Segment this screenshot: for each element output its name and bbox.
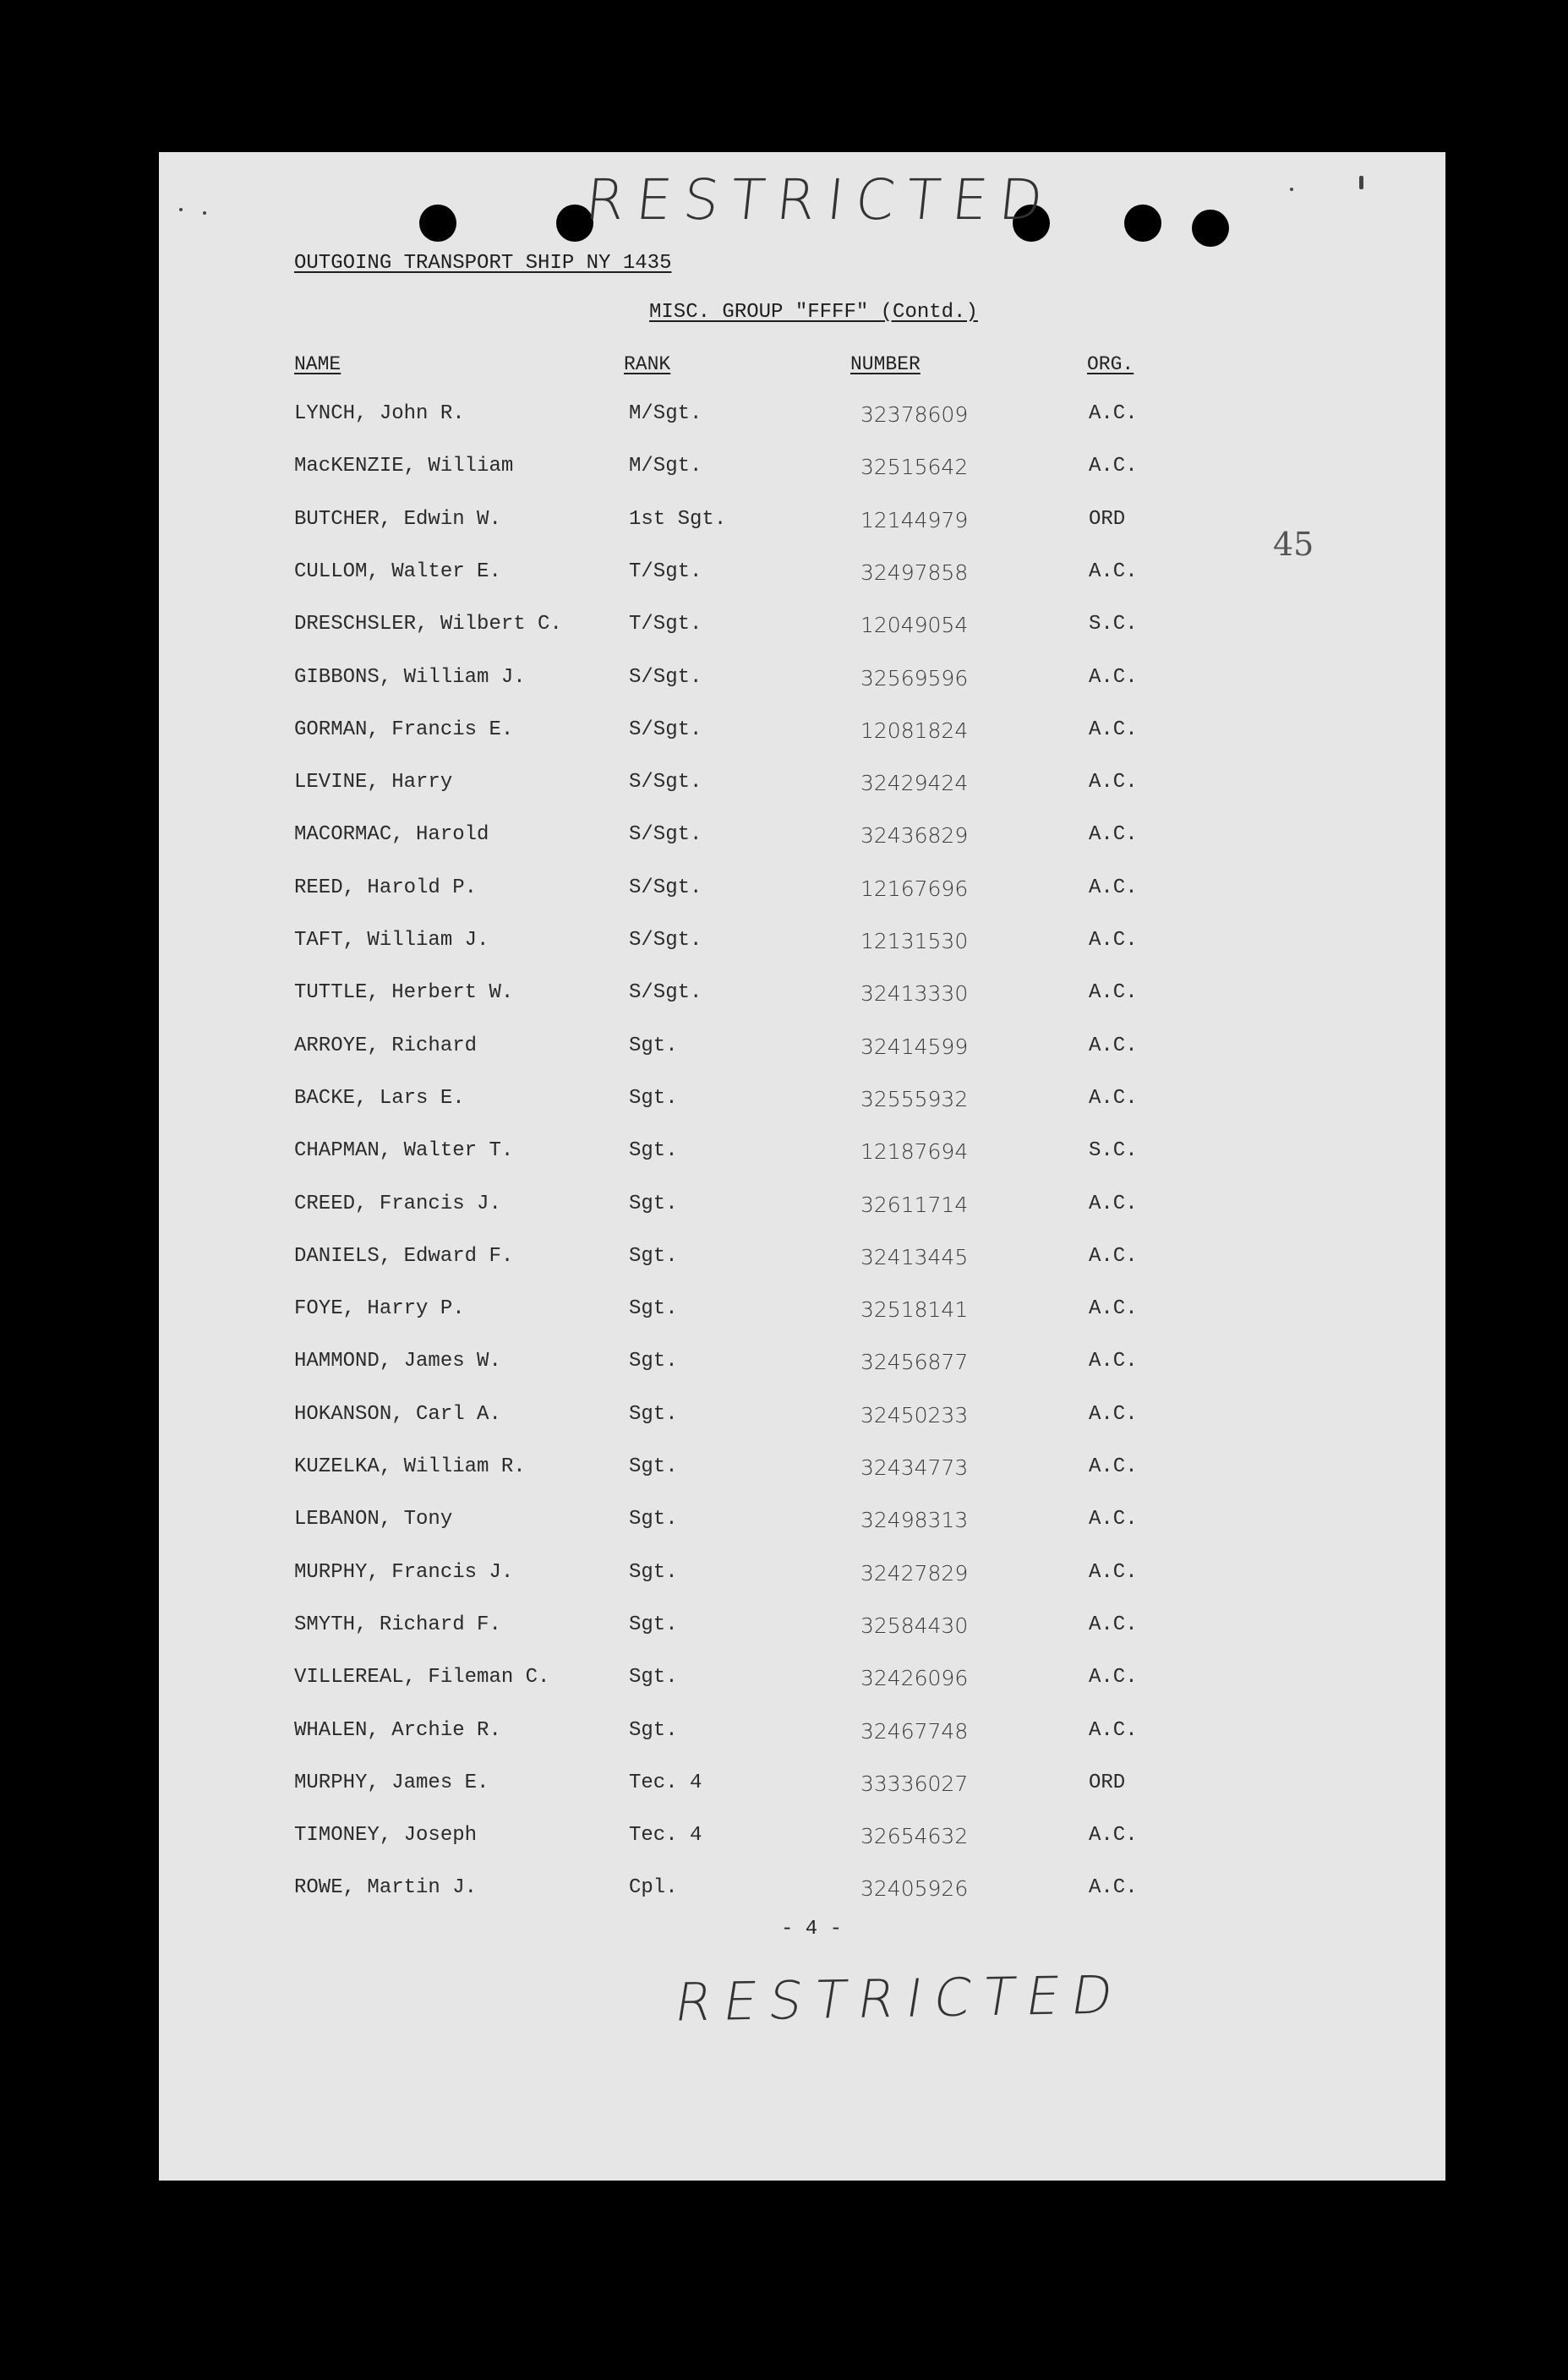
number-cell: 12049054	[860, 613, 969, 638]
number-cell: 32569596	[860, 665, 969, 691]
table-row	[159, 1350, 1445, 1384]
name-cell: CULLOM, Walter E.	[294, 560, 501, 583]
name-cell: CREED, Francis J.	[294, 1192, 501, 1215]
org-cell: A.C.	[1089, 560, 1138, 583]
number-cell: 32456877	[860, 1350, 969, 1375]
name-cell: CHAPMAN, Walter T.	[294, 1139, 514, 1163]
number-cell: 32584430	[860, 1613, 969, 1638]
rank-cell: Sgt.	[629, 1034, 678, 1057]
rank-cell: Sgt.	[629, 1666, 678, 1689]
rank-cell: Sgt.	[629, 1718, 678, 1742]
org-cell: A.C.	[1089, 1297, 1138, 1321]
name-cell: MURPHY, Francis J.	[294, 1560, 514, 1584]
org-cell: A.C.	[1089, 771, 1138, 794]
number-cell: 33336027	[860, 1771, 969, 1796]
name-cell: WHALEN, Archie R.	[294, 1718, 501, 1742]
org-cell: A.C.	[1089, 929, 1138, 952]
number-cell: 32518141	[860, 1297, 969, 1323]
org-cell: A.C.	[1089, 1560, 1138, 1584]
table-row	[159, 1139, 1445, 1173]
table-row	[159, 1561, 1445, 1595]
rank-cell: Sgt.	[629, 1297, 678, 1321]
rank-cell: Sgt.	[629, 1508, 678, 1531]
speck	[179, 208, 183, 211]
name-cell: HOKANSON, Carl A.	[294, 1402, 501, 1426]
org-cell: A.C.	[1089, 823, 1138, 847]
number-cell: 32378609	[860, 402, 969, 427]
number-cell: 32555932	[860, 1086, 969, 1111]
org-cell: A.C.	[1089, 1718, 1138, 1742]
rank-cell: S/Sgt.	[629, 981, 702, 1005]
table-row	[159, 1087, 1445, 1121]
org-cell: A.C.	[1089, 455, 1138, 478]
rank-cell: S/Sgt.	[629, 665, 702, 689]
name-cell: BUTCHER, Edwin W.	[294, 507, 501, 531]
rank-cell: S/Sgt.	[629, 929, 702, 952]
number-cell: 32413445	[860, 1244, 969, 1269]
org-cell: ORD	[1089, 507, 1126, 531]
table-row	[159, 1403, 1445, 1437]
number-cell: 32429424	[860, 771, 969, 796]
table-row	[159, 666, 1445, 700]
org-cell: A.C.	[1089, 1876, 1138, 1900]
org-cell: ORD	[1089, 1771, 1126, 1794]
table-row	[159, 1034, 1445, 1068]
table-row	[159, 771, 1445, 805]
name-cell: DANIELS, Edward F.	[294, 1244, 514, 1268]
number-cell: 32427829	[860, 1560, 969, 1586]
table-row	[159, 823, 1445, 857]
table-row	[159, 1297, 1445, 1331]
org-cell: A.C.	[1089, 665, 1138, 689]
name-cell: ROWE, Martin J.	[294, 1876, 478, 1900]
name-cell: TAFT, William J.	[294, 929, 489, 952]
number-cell: 32611714	[860, 1192, 969, 1217]
org-cell: A.C.	[1089, 1666, 1138, 1689]
name-cell: BACKE, Lars E.	[294, 1086, 465, 1110]
number-cell: 32498313	[860, 1508, 969, 1533]
speck	[203, 211, 206, 215]
rank-cell: S/Sgt.	[629, 823, 702, 847]
org-cell: A.C.	[1089, 876, 1138, 899]
org-cell: A.C.	[1089, 718, 1138, 741]
ship-title: OUTGOING TRANSPORT SHIP NY 1435	[294, 252, 672, 275]
rank-cell: Cpl.	[629, 1876, 678, 1900]
rank-cell: Sgt.	[629, 1192, 678, 1215]
table-row	[159, 1613, 1445, 1647]
name-cell: ARROYE, Richard	[294, 1034, 478, 1057]
number-cell: 32497858	[860, 560, 969, 585]
number-cell: 32436829	[860, 823, 969, 849]
rank-cell: Tec. 4	[629, 1771, 702, 1794]
restricted-stamp-bottom: RESTRICTED	[670, 1963, 1129, 2033]
name-cell: LEBANON, Tony	[294, 1508, 453, 1531]
number-cell: 12131530	[860, 929, 969, 953]
table-row	[159, 508, 1445, 542]
speck	[1290, 188, 1293, 191]
table-row	[159, 1824, 1445, 1858]
org-cell: A.C.	[1089, 1244, 1138, 1268]
org-cell: A.C.	[1089, 402, 1138, 425]
number-cell: 32515642	[860, 455, 969, 480]
speck	[1359, 176, 1363, 189]
number-cell: 12144979	[860, 507, 969, 532]
name-cell: TUTTLE, Herbert W.	[294, 981, 514, 1005]
name-cell: HAMMOND, James W.	[294, 1350, 501, 1373]
column-header-rank: RANK	[624, 353, 671, 375]
table-row	[159, 1193, 1445, 1226]
group-title: MISC. GROUP "FFFF" (Contd.)	[649, 301, 978, 324]
rank-cell: Sgt.	[629, 1455, 678, 1478]
table-row	[159, 1455, 1445, 1489]
rank-cell: Sgt.	[629, 1086, 678, 1110]
name-cell: MacKENZIE, William	[294, 455, 514, 478]
rank-cell: 1st Sgt.	[629, 507, 727, 531]
number-cell: 12167696	[860, 876, 969, 901]
column-header-number: NUMBER	[850, 353, 921, 375]
restricted-stamp-top: RESTRICTED	[582, 167, 1058, 232]
table-row	[159, 1245, 1445, 1279]
number-cell: 32654632	[860, 1824, 969, 1849]
org-cell: A.C.	[1089, 981, 1138, 1005]
rank-cell: S/Sgt.	[629, 876, 702, 899]
rank-cell: Sgt.	[629, 1139, 678, 1163]
name-cell: GORMAN, Francis E.	[294, 718, 514, 741]
table-row	[159, 1508, 1445, 1542]
rank-cell: T/Sgt.	[629, 560, 702, 583]
number-cell: 32413330	[860, 981, 969, 1007]
rank-cell: T/Sgt.	[629, 613, 702, 636]
table-row	[159, 613, 1445, 647]
number-cell: 32467748	[860, 1718, 969, 1744]
org-cell: A.C.	[1089, 1824, 1138, 1848]
name-cell: DRESCHSLER, Wilbert C.	[294, 613, 562, 636]
org-cell: A.C.	[1089, 1402, 1138, 1426]
org-cell: S.C.	[1089, 613, 1138, 636]
number-cell: 32450233	[860, 1402, 969, 1427]
rank-cell: Sgt.	[629, 1350, 678, 1373]
org-cell: A.C.	[1089, 1455, 1138, 1478]
org-cell: A.C.	[1089, 1350, 1138, 1373]
number-cell: 12081824	[860, 718, 969, 743]
punch-hole-1	[419, 205, 456, 242]
number-cell: 32405926	[860, 1876, 969, 1902]
name-cell: KUZELKA, William R.	[294, 1455, 526, 1478]
column-header-org: ORG.	[1087, 353, 1134, 375]
number-cell: 32426096	[860, 1666, 969, 1691]
org-cell: A.C.	[1089, 1034, 1138, 1057]
table-row	[159, 455, 1445, 489]
column-header-name: NAME	[294, 353, 341, 375]
name-cell: TIMONEY, Joseph	[294, 1824, 478, 1848]
rank-cell: Sgt.	[629, 1402, 678, 1426]
rank-cell: Tec. 4	[629, 1824, 702, 1848]
table-row	[159, 1719, 1445, 1753]
table-row	[159, 929, 1445, 963]
rank-cell: S/Sgt.	[629, 771, 702, 794]
org-cell: S.C.	[1089, 1139, 1138, 1163]
table-row	[159, 876, 1445, 910]
name-cell: MACORMAC, Harold	[294, 823, 489, 847]
org-cell: A.C.	[1089, 1192, 1138, 1215]
org-cell: A.C.	[1089, 1613, 1138, 1636]
table-row	[159, 1666, 1445, 1700]
rank-cell: M/Sgt.	[629, 455, 702, 478]
rank-cell: S/Sgt.	[629, 718, 702, 741]
page-number-stamp: 45	[1273, 526, 1314, 563]
document-page	[159, 152, 1445, 2181]
number-cell: 12187694	[860, 1139, 969, 1165]
name-cell: REED, Harold P.	[294, 876, 478, 899]
name-cell: GIBBONS, William J.	[294, 665, 526, 689]
table-row	[159, 560, 1445, 594]
name-cell: LYNCH, John R.	[294, 402, 465, 425]
punch-hole-4	[1124, 205, 1161, 242]
rank-cell: Sgt.	[629, 1560, 678, 1584]
name-cell: VILLEREAL, Fileman C.	[294, 1666, 550, 1689]
table-row	[159, 718, 1445, 752]
rank-cell: M/Sgt.	[629, 402, 702, 425]
rank-cell: Sgt.	[629, 1613, 678, 1636]
name-cell: FOYE, Harry P.	[294, 1297, 465, 1321]
rank-cell: Sgt.	[629, 1244, 678, 1268]
table-row	[159, 402, 1445, 436]
name-cell: LEVINE, Harry	[294, 771, 453, 794]
name-cell: SMYTH, Richard F.	[294, 1613, 501, 1636]
name-cell: MURPHY, James E.	[294, 1771, 489, 1794]
number-cell: 32414599	[860, 1034, 969, 1059]
table-row	[159, 1771, 1445, 1805]
org-cell: A.C.	[1089, 1086, 1138, 1110]
page-footer-number: - 4 -	[781, 1918, 843, 1941]
org-cell: A.C.	[1089, 1508, 1138, 1531]
table-row	[159, 1876, 1445, 1910]
number-cell: 32434773	[860, 1455, 969, 1480]
table-row	[159, 981, 1445, 1015]
punch-hole-5	[1192, 210, 1229, 247]
